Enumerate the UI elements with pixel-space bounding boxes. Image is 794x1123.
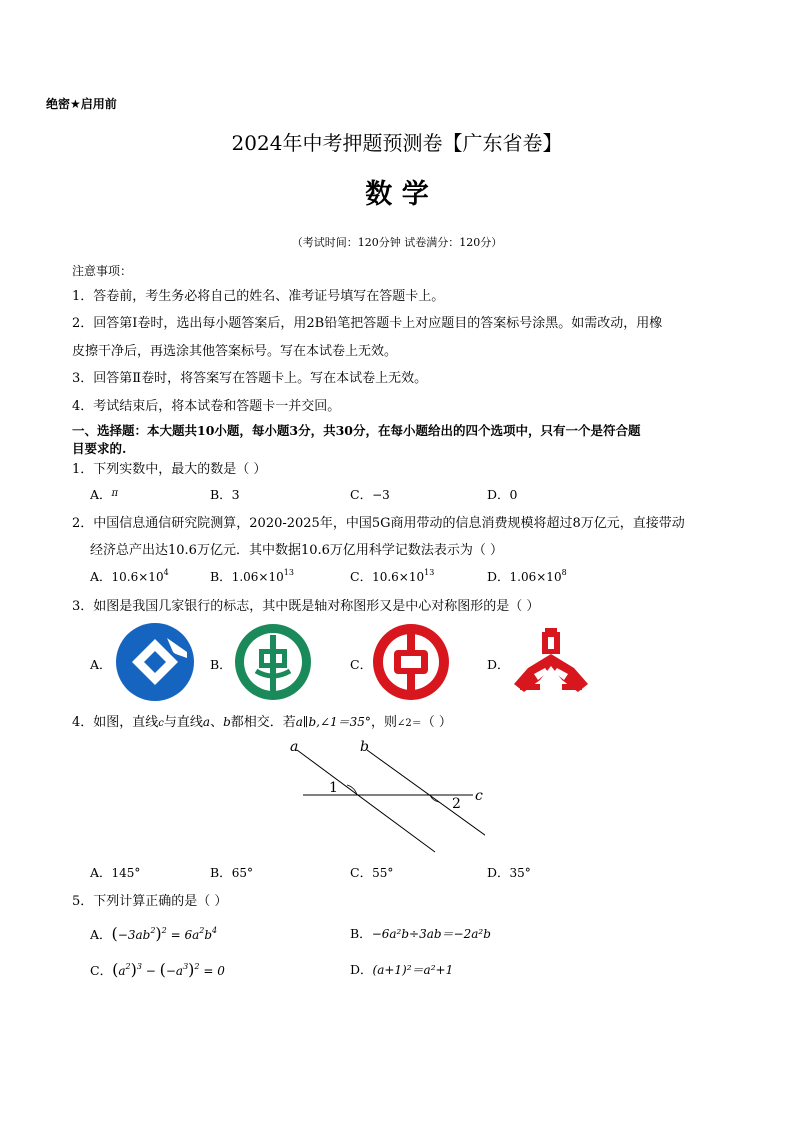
q3-label-d: D． (487, 657, 510, 672)
option-expression: $(-3ab^2)^2 = 6a^2b^4$ (111, 924, 218, 943)
exponent: 13 (424, 568, 435, 577)
bcm-logo (512, 628, 590, 694)
option-label: D． (487, 569, 510, 584)
line-a-label: a (290, 739, 299, 755)
option-value: 55° (372, 866, 394, 880)
q4-option-b (210, 863, 253, 881)
option-label: A． (90, 569, 112, 584)
option-value: 1.06×10 (231, 570, 284, 584)
subject-title: 数 学 (365, 179, 429, 210)
angle-2-label: 2 (452, 796, 461, 812)
line-b-label: b (360, 739, 369, 755)
note-item: 2．回答第Ⅰ卷时，选出每小题答案后，用2B铅笔把答题卡上对应题目的答案标号涂黑。如需改动，用橡 (72, 316, 663, 331)
exam-title: 2024年中考押题预测卷【广东省卷】 (231, 131, 563, 155)
option-value: 10.6×10 (372, 570, 425, 584)
secret-label: 绝密★启用前 (46, 97, 117, 111)
abc-logo (234, 623, 312, 701)
ccb-logo (115, 622, 195, 702)
q1-option-c (350, 485, 390, 503)
stem-text: 都相交．若 (230, 715, 296, 730)
q5-option-c (90, 960, 225, 979)
option-label: B． (210, 865, 232, 880)
angle-ref: ∠2＝ (396, 718, 422, 729)
q4-option-a (90, 863, 140, 881)
q1-option-b: B．3 (210, 487, 240, 502)
section-heading: 一、选择题：本大题共10小题，每小题3分，共30分，在每小题给出的四个选项中，只有一个是符合题 (72, 423, 641, 438)
question-5-stem: 5．下列计算正确的是（ ） (72, 894, 228, 909)
option-expression: −6a²b÷3ab＝−2a²b (371, 927, 491, 941)
var-a: a (202, 715, 211, 729)
exponent: 13 (283, 568, 294, 577)
q3-label-a: A． (90, 657, 112, 672)
angle-1-label: 1 (329, 780, 338, 796)
stem-text: 4．如图，直线 (72, 715, 159, 730)
option-value: 145° (111, 866, 141, 880)
note-item: 3．回答第Ⅱ卷时，将答案写在答题卡上。写在本试卷上无效。 (72, 371, 428, 386)
section-heading-cont: 目要求的. (72, 441, 127, 456)
option-label: C． (350, 865, 373, 880)
q5-option-b (350, 924, 491, 942)
boc-logo (372, 623, 450, 701)
var-b: b (223, 715, 231, 729)
option-expression: $(a^2)^3 - (-a^3)^2 = 0$ (112, 960, 225, 979)
q4-option-d (487, 863, 531, 881)
condition: a∥b,∠1＝35° (295, 715, 371, 729)
option-label: D． (350, 962, 373, 977)
q4-figure (285, 738, 485, 858)
stem-text: ，则 (370, 715, 397, 730)
option-label: B． (350, 926, 372, 941)
stem-text: （ ） (421, 715, 452, 730)
option-value: 35° (509, 866, 531, 880)
q2-option-a (90, 567, 169, 585)
notes-title: 注意事项： (72, 264, 133, 278)
option-label: C． (90, 963, 113, 978)
option-label: A． (90, 865, 112, 880)
q2-option-b (210, 567, 294, 585)
exponent: 4 (163, 568, 169, 577)
note-item: 4．考试结束后，将本试卷和答题卡一并交回。 (72, 399, 341, 414)
question-3-stem: 3．如图是我国几家银行的标志，其中既是轴对称图形又是中心对称图形的是（ ） (72, 599, 540, 614)
q3-label-b: B． (210, 657, 232, 672)
option-label: D． (487, 865, 510, 880)
question-4-stem (72, 711, 452, 730)
q5-option-a (90, 924, 217, 943)
exponent: 8 (561, 568, 567, 577)
note-item: 1．答卷前，考生务必将自己的姓名、准考证号填写在答题卡上。 (72, 289, 445, 304)
option-value: 65° (231, 866, 253, 880)
note-item: 皮擦干净后，再选涂其他答案标号。写在本试卷上无效。 (72, 344, 398, 359)
option-label: A． (90, 487, 112, 502)
q2-option-d (487, 567, 567, 585)
exam-info: （考试时间：120分钟 试卷满分：120分） (291, 236, 503, 249)
option-expression: (a+1)²＝a²+1 (372, 963, 454, 977)
stem-text: 、 (210, 715, 224, 730)
option-value: 10.6×10 (111, 570, 164, 584)
q3-label-c: C． (350, 657, 373, 672)
option-label: C． (350, 487, 373, 502)
question-2-stem-cont: 经济总产出达10.6万亿元．其中数据10.6万亿用科学记数法表示为（ ） (90, 543, 504, 558)
stem-text: 与直线 (163, 715, 203, 730)
q2-option-c (350, 567, 434, 585)
var-c: c (158, 718, 164, 729)
option-label: C． (350, 569, 373, 584)
option-label: B． (210, 569, 232, 584)
option-value: −3 (372, 488, 390, 502)
pi-symbol: π (111, 488, 119, 499)
option-value: 1.06×10 (509, 570, 562, 584)
q4-option-c (350, 863, 393, 881)
q5-option-d (350, 960, 453, 978)
q1-option-a (90, 485, 118, 503)
question-1-stem: 1．下列实数中，最大的数是（ ） (72, 462, 267, 477)
line-c-label: c (475, 788, 483, 804)
question-2-stem: 2．中国信息通信研究院测算，2020-2025年，中国5G商用带动的信息消费规模将超过8万亿元，直接带动 (72, 516, 685, 531)
q1-option-d: D．0 (487, 487, 518, 502)
option-label: A． (90, 927, 112, 942)
